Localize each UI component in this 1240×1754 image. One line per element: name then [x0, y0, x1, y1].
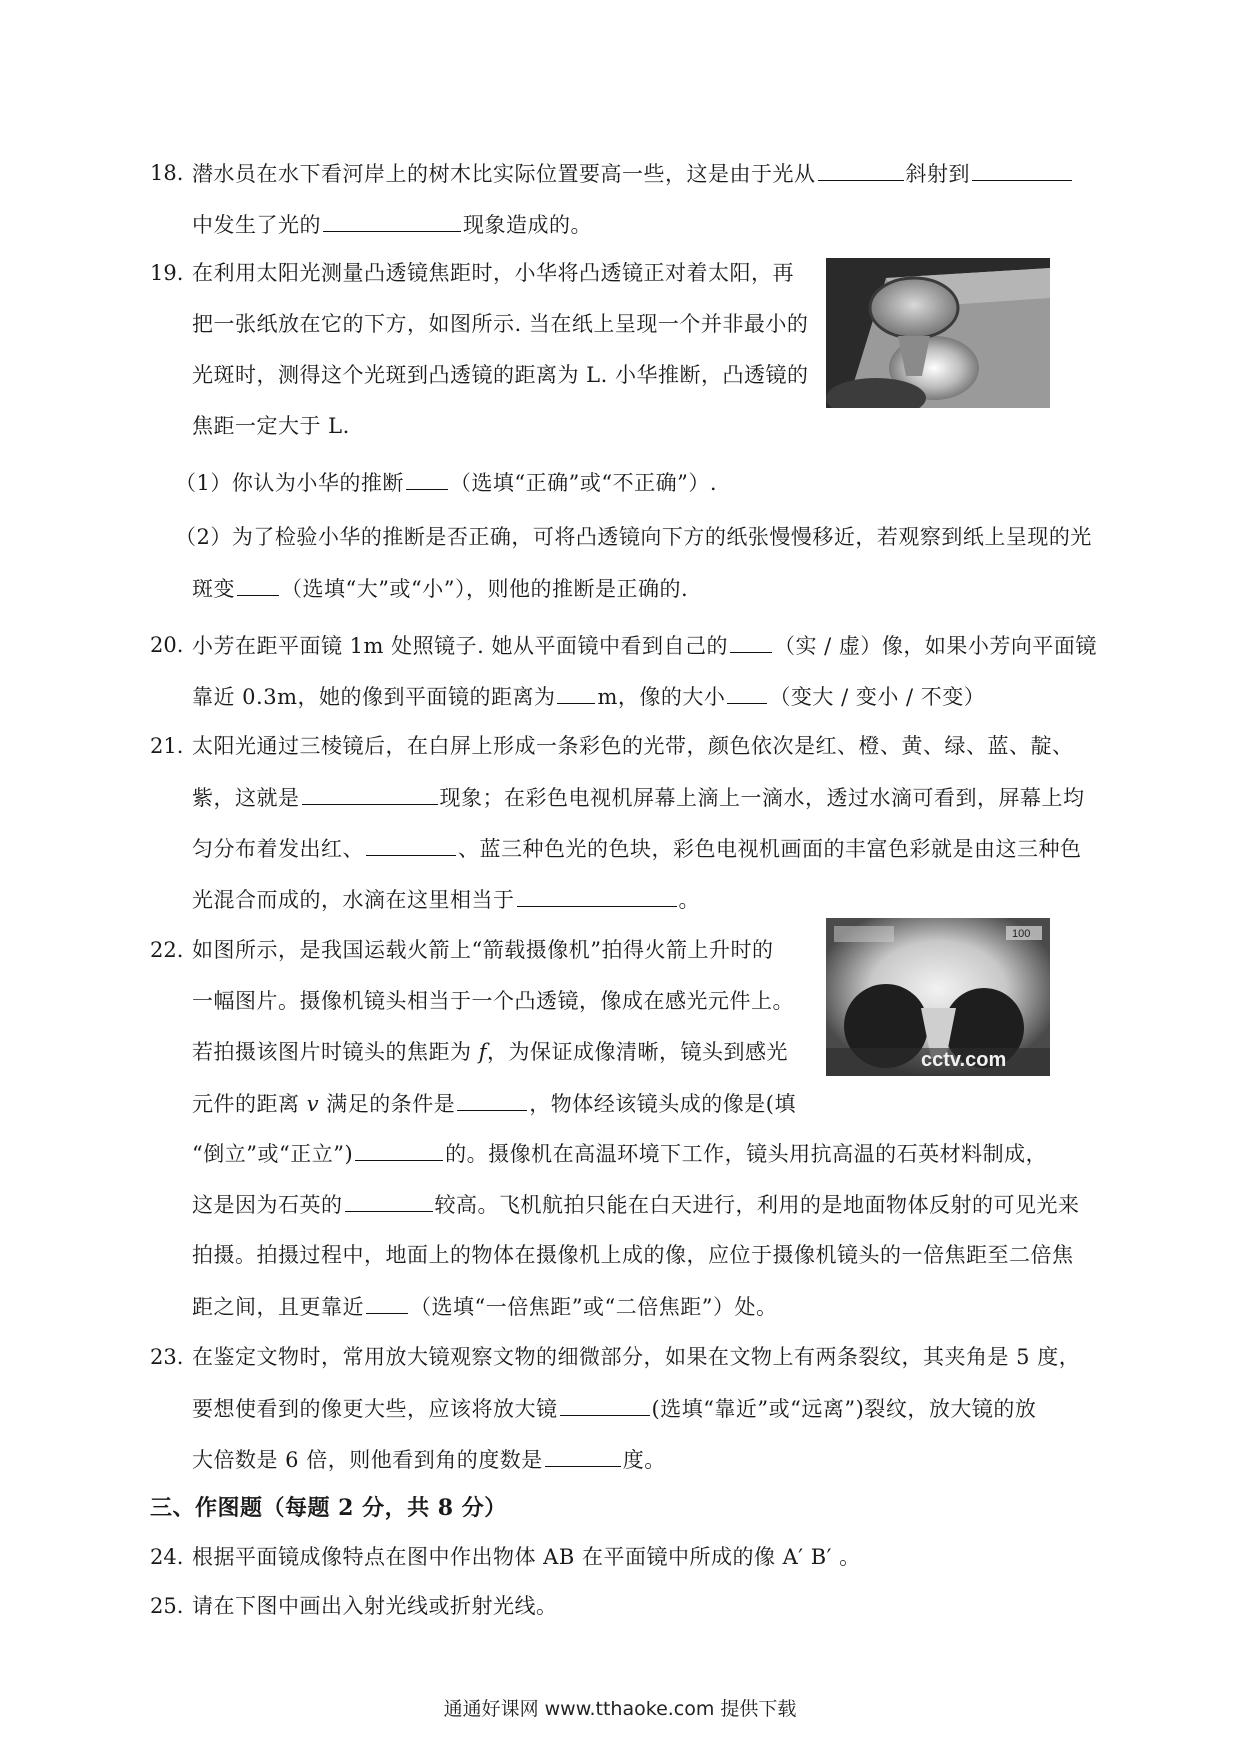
q18-line-1: 潜水员在水下看河岸上的树木比实际位置要高一些，这是由于光从 斜射到: [192, 158, 1074, 189]
answer-blank[interactable]: [517, 884, 677, 907]
answer-blank[interactable]: [818, 158, 904, 181]
answer-blank[interactable]: [345, 1189, 433, 1212]
question-number: 21.: [150, 734, 184, 758]
question-number: 18.: [150, 161, 184, 185]
page-footer: 通通好课网 www.tthaoke.com 提供下载: [443, 1698, 797, 1720]
lens-sunlight-photo: [826, 258, 1050, 408]
photo-stamp-text: 100: [1012, 928, 1031, 940]
q23-line-3: 大倍数是 6 倍，则他看到角的度数是 度。: [192, 1444, 666, 1475]
answer-blank[interactable]: [730, 630, 772, 653]
q21-line-3: 匀分布着发出红、 、蓝三种色光的色块，彩色电视机画面的丰富色彩就是由这三种色: [192, 833, 1082, 864]
answer-blank[interactable]: [237, 573, 279, 596]
q22-line-2: 一幅图片。摄像机镜头相当于一个凸透镜，像成在感光元件上。: [192, 989, 794, 1013]
q22-line-5: “倒立”或“正立”) 的。摄像机在高温环境下工作，镜头用抗高温的石英材料制成，: [192, 1138, 1047, 1169]
answer-blank[interactable]: [366, 833, 456, 856]
answer-blank[interactable]: [457, 1088, 527, 1111]
q19-sub-2-line-2: 斑变 （选填“大”或“小”），则他的推断是正确的.: [192, 573, 688, 604]
answer-blank[interactable]: [972, 158, 1072, 181]
q22-line-8: 距之间，且更靠近 （选填“一倍焦距”或“二倍焦距”）处。: [192, 1291, 777, 1322]
q22-line-4: 元件的距离 v 满足的条件是 ，物体经该镜头成的像是(填: [192, 1088, 796, 1119]
rocket-launch-photo-graphic: [826, 918, 1050, 1076]
q19-sub-2-line-1: （2）为了检验小华的推断是否正确，可将凸透镜向下方的纸张慢慢移近，若观察到纸上呈现的光: [175, 525, 1092, 549]
q19-line-1: 在利用太阳光测量凸透镜焦距时，小华将凸透镜正对着太阳，再: [192, 261, 794, 285]
answer-blank[interactable]: [727, 681, 767, 704]
section-heading: 三、作图题（每题 2 分，共 8 分）: [150, 1495, 507, 1521]
answer-blank[interactable]: [355, 1138, 443, 1161]
q24-text: 根据平面镜成像特点在图中作出物体 AB 在平面镜中所成的像 A′ B′ 。: [192, 1545, 861, 1569]
answer-blank[interactable]: [323, 209, 461, 232]
q19-sub-1: （1）你认为小华的推断 （选填“正确”或“不正确”）.: [175, 467, 717, 498]
rocket-camera-photo: [826, 918, 1050, 1076]
answer-blank[interactable]: [406, 467, 448, 490]
answer-blank[interactable]: [557, 681, 595, 704]
q20-line-1: 小芳在距平面镜 1m 处照镜子. 她从平面镜中看到自己的 （实 / 虚）像，如果小芳向平面镜: [192, 630, 1097, 661]
q25-text: 请在下图中画出入射光线或折射光线。: [192, 1594, 558, 1618]
q19-line-2: 把一张纸放在它的下方，如图所示. 当在纸上呈现一个并非最小的: [192, 312, 809, 336]
q22-line-3: 若拍摄该图片时镜头的焦距为 f，为保证成像清晰，镜头到感光: [192, 1040, 788, 1064]
answer-blank[interactable]: [545, 1444, 621, 1467]
q18-line-2: 中发生了光的 现象造成的。: [192, 209, 592, 240]
cctv-logo-text: cctv.com: [921, 1049, 1007, 1071]
q22-line-1: 如图所示，是我国运载火箭上“箭载摄像机”拍得火箭上升时的: [192, 938, 774, 962]
question-number: 23.: [150, 1345, 184, 1369]
q19-line-3: 光斑时，测得这个光斑到凸透镜的距离为 L. 小华推断，凸透镜的: [192, 363, 809, 387]
convex-lens-photo-graphic: [826, 258, 1050, 408]
q20-line-2: 靠近 0.3m，她的像到平面镜的距离为 m，像的大小 （变大 / 变小 / 不变）: [192, 681, 985, 712]
q22-line-7: 拍摄。拍摄过程中，地面上的物体在摄像机上成的像，应位于摄像机镜头的一倍焦距至二倍焦: [192, 1243, 1074, 1267]
q23-line-2: 要想使看到的像更大些，应该将放大镜 (选填“靠近”或“远离”)裂纹，放大镜的放: [192, 1393, 1036, 1424]
question-number: 19.: [150, 261, 184, 285]
q21-line-1: 太阳光通过三棱镜后，在白屏上形成一条彩色的光带，颜色依次是红、橙、黄、绿、蓝、靛、: [192, 734, 1074, 758]
q22-line-6: 这是因为石英的 较高。飞机航拍只能在白天进行，利用的是地面物体反射的可见光来: [192, 1189, 1080, 1220]
answer-blank[interactable]: [560, 1393, 650, 1416]
q23-line-1: 在鉴定文物时，常用放大镜观察文物的细微部分，如果在文物上有两条裂纹，其夹角是 5 度，: [192, 1345, 1081, 1369]
q19-line-4: 焦距一定大于 L.: [192, 414, 350, 438]
question-number: 22.: [150, 938, 184, 962]
question-number: 24.: [150, 1545, 184, 1569]
question-number: 25.: [150, 1594, 184, 1618]
answer-blank[interactable]: [366, 1291, 408, 1314]
q21-line-2: 紫，这就是 现象；在彩色电视机屏幕上滴上一滴水，透过水滴可看到，屏幕上均: [192, 782, 1085, 813]
question-number: 20.: [150, 633, 184, 657]
answer-blank[interactable]: [302, 782, 438, 805]
q21-line-4: 光混合而成的，水滴在这里相当于 。: [192, 884, 700, 915]
